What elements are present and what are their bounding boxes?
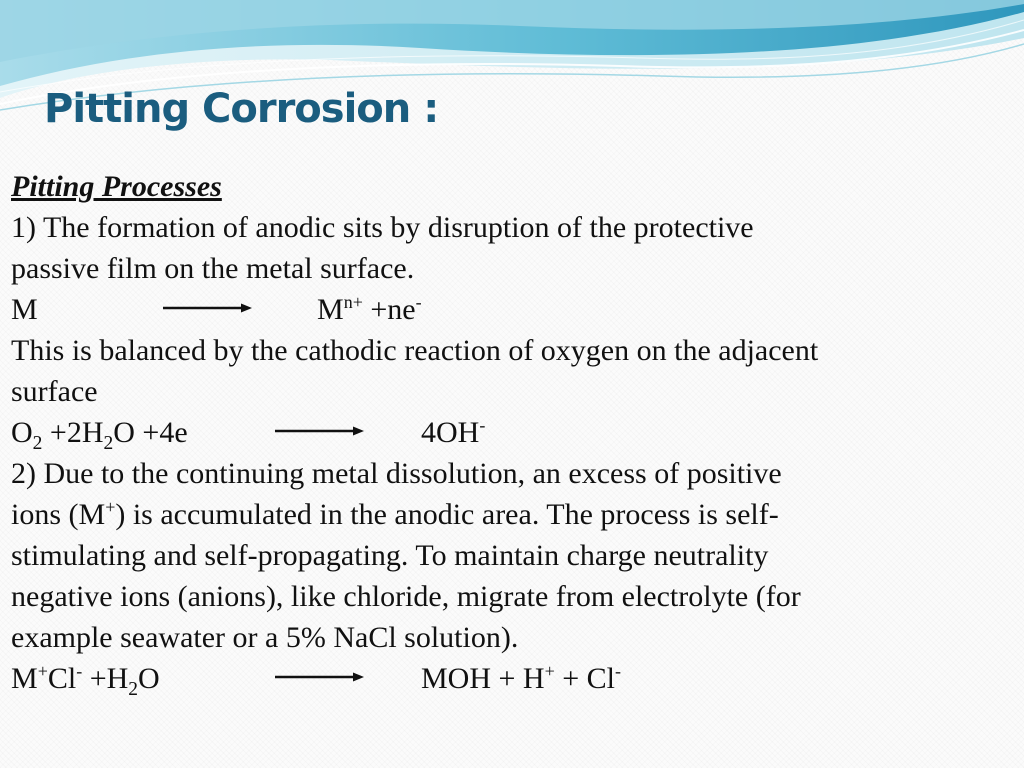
eq1-product-mid: +ne bbox=[362, 293, 416, 326]
paragraph2-line2: surface bbox=[11, 375, 98, 408]
eq1-product-charge: n+ bbox=[343, 292, 363, 313]
line-p3-3 bbox=[11, 535, 1016, 576]
equation-1 bbox=[11, 289, 1016, 330]
eq1-product-charge2: - bbox=[415, 292, 422, 313]
paragraph1-line2: passive film on the metal surface. bbox=[11, 252, 415, 285]
line-p3-2 bbox=[11, 494, 1016, 535]
eq3-p2: + Cl bbox=[554, 662, 616, 695]
eq2-p1-charge: - bbox=[479, 415, 486, 436]
line-p1-2 bbox=[11, 248, 1016, 289]
section-heading: Pitting Processes bbox=[11, 170, 222, 203]
eq3-reactants bbox=[11, 658, 160, 699]
paragraph3-line2-charge: + bbox=[105, 497, 116, 518]
eq1-reactant: M bbox=[11, 293, 38, 326]
line-p3-5 bbox=[11, 617, 1016, 658]
slide-body bbox=[11, 166, 1016, 699]
line-p3-1 bbox=[11, 453, 1016, 494]
eq2-product bbox=[421, 412, 485, 453]
eq2-reactants bbox=[11, 412, 188, 453]
page-title: Pitting Corrosion : bbox=[44, 86, 439, 132]
line-p2-2 bbox=[11, 371, 1016, 412]
eq3-r2-charge: - bbox=[76, 661, 83, 682]
eq2-p1: 4OH bbox=[421, 416, 480, 449]
eq3-r3-sub: 2 bbox=[128, 678, 139, 700]
eq3-r2: Cl bbox=[47, 662, 77, 695]
paragraph1-line1: 1) The formation of anodic sits by disruption of the protective bbox=[11, 211, 754, 244]
paragraph3-line2a: ions (M bbox=[11, 498, 106, 531]
eq2-r1-sub: 2 bbox=[32, 432, 43, 454]
paragraph3-line4: negative ions (anions), like chloride, migrate from electrolyte (for bbox=[11, 580, 801, 613]
line-p3-4 bbox=[11, 576, 1016, 617]
line-p1-1 bbox=[11, 207, 1016, 248]
eq3-r4: O bbox=[138, 662, 160, 695]
eq3-r3: +H bbox=[82, 662, 129, 695]
paragraph3-line5: example seawater or a 5% NaCl solution). bbox=[11, 621, 519, 654]
reaction-arrow-icon bbox=[275, 670, 365, 684]
eq3-p1: MOH + H bbox=[421, 662, 545, 695]
eq3-p2-charge: - bbox=[615, 661, 622, 682]
eq2-r3: O +4e bbox=[113, 416, 188, 449]
paragraph3-line2b: ) is accumulated in the anodic area. The process is self- bbox=[115, 498, 779, 531]
paragraph3-line3: stimulating and self-propagating. To maintain charge neutrality bbox=[11, 539, 769, 572]
eq3-products bbox=[421, 658, 621, 699]
equation-3 bbox=[11, 658, 1016, 699]
eq1-product bbox=[317, 289, 422, 330]
paragraph2-line1: This is balanced by the cathodic reaction of oxygen on the adjacent bbox=[11, 334, 819, 367]
eq1-product-base: M bbox=[317, 293, 344, 326]
reaction-arrow-icon bbox=[275, 424, 365, 438]
reaction-arrow-icon bbox=[163, 301, 253, 315]
eq2-r2: +2H bbox=[42, 416, 104, 449]
eq3-r1-charge: + bbox=[37, 661, 48, 682]
eq2-r1: O bbox=[11, 416, 33, 449]
equation-2 bbox=[11, 412, 1016, 453]
eq3-p1-charge: + bbox=[544, 661, 555, 682]
paragraph3-line1: 2) Due to the continuing metal dissolution, an excess of positive bbox=[11, 457, 782, 490]
line-p2-1 bbox=[11, 330, 1016, 371]
eq3-r1: M bbox=[11, 662, 38, 695]
line-heading bbox=[11, 166, 1016, 207]
eq2-r2-sub: 2 bbox=[103, 432, 114, 454]
